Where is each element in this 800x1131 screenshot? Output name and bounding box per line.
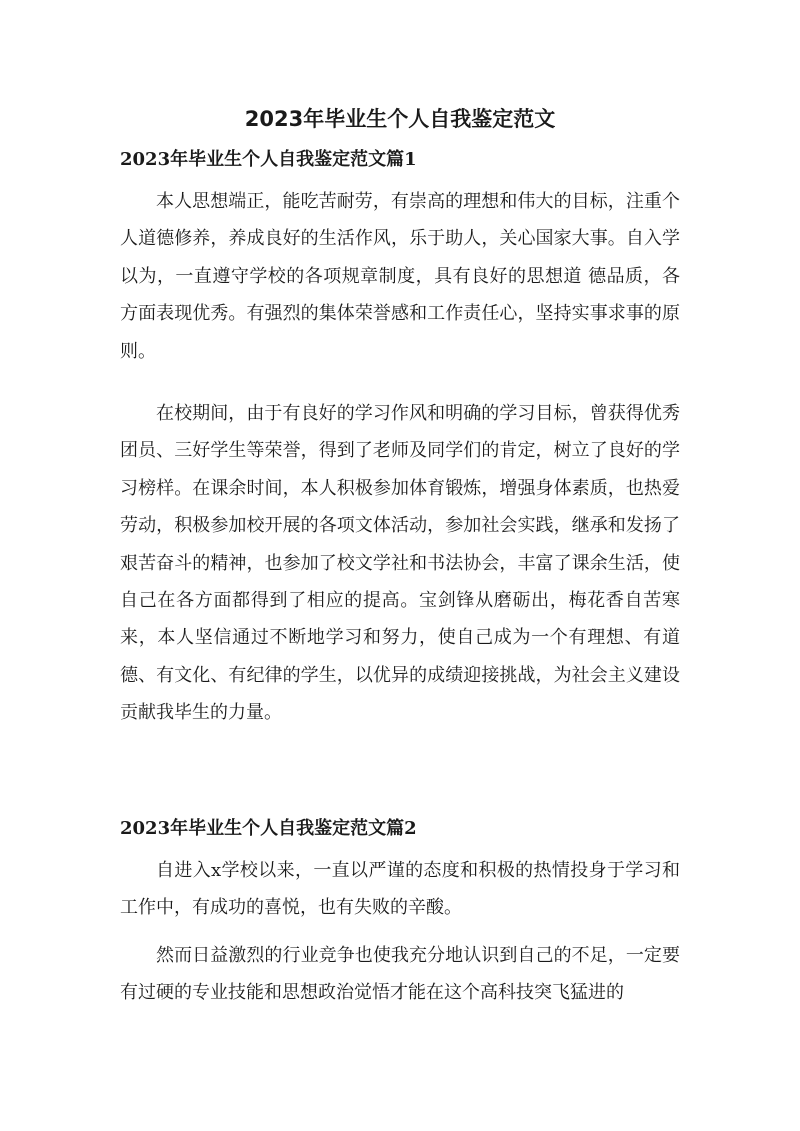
document-title: 2023年毕业生个人自我鉴定范文 bbox=[244, 107, 556, 131]
section-2-paragraph-2: 然而日益激烈的行业竞争也使我充分地认识到自己的不足，一定要有过硬的专业技能和思想政治觉悟才能在这个高科技突飞猛进的 bbox=[120, 945, 680, 1004]
section-1-paragraph-1: 本人思想端正，能吃苦耐劳，有崇高的理想和伟大的目标，注重个人道德修养，养成良好的生活作风，乐于助人，关心国家大事。自入学以为，一直遵守学校的各项规章制度，具有良好的思想道 德品质，各方面表现优秀。有强烈的集体荣誉感和工作责任心，坚持实事求事的原则。 bbox=[120, 191, 680, 362]
section-heading-2: 2023年毕业生个人自我鉴定范文篇2 bbox=[120, 818, 417, 839]
section-2-paragraph-1: 自进入x学校以来，一直以严谨的态度和积极的热情投身于学习和工作中，有成功的喜悦，也有失败的辛酸。 bbox=[120, 860, 680, 919]
section-heading-1: 2023年毕业生个人自我鉴定范文篇1 bbox=[120, 149, 417, 170]
section-1-paragraph-2: 在校期间，由于有良好的学习作风和明确的学习目标，曾获得优秀团员、三好学生等荣誉，得到了老师及同学们的肯定，树立了良好的学习榜样。在课余时间，本人积极参加体育锻炼，增强身体素质，也热爱劳动，积极参加校开展的各项文体活动，参加社会实践，继承和发扬了艰苦奋斗的精神，也参加了校文学社和书法协会，丰富了课余生活，使自己在各方面都得到了相应的提高。宝剑锋从磨砺出，梅花香自苦寒来，本人坚信通过不断地学习和努力，使自己成为一个有理想、有道德、有文化、有纪律的学生，以优异的成绩迎接挑战，为社会主义建设贡献我毕生的力量。 bbox=[120, 403, 680, 724]
